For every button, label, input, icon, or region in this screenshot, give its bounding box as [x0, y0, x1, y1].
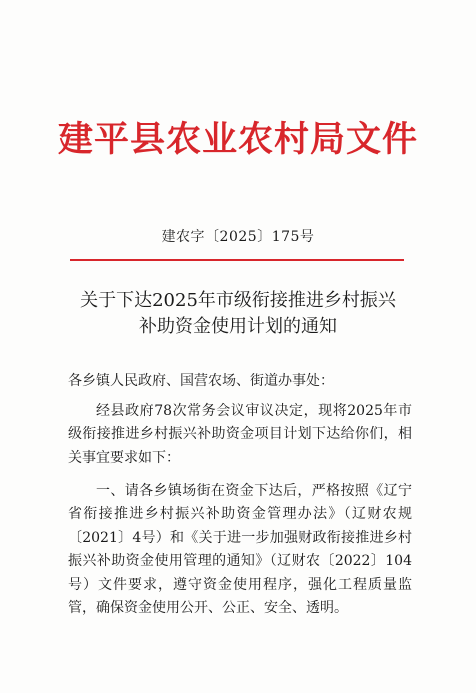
- notice-title: [0, 288, 476, 340]
- red-divider-line: [70, 259, 404, 261]
- issuing-authority-header: 建平县农业农村局文件: [57, 120, 418, 160]
- salutation: 各乡镇人民政府、国营农场、街道办事处：: [68, 373, 334, 389]
- body-paragraph-2: 一、请各乡镇场街在资金下达后，严格按照《辽宁省衔接推进乡村振兴补助资金管理办法》（辽财农规〔2021〕4号）和《关于进一步加强财政衔接推进乡村振兴补助资金使用管理的通知》（辽财农〔2022〕104号）文件要求，遵守资金使用程序，强化工程质量监管，确保资金使用公开、公正、安全、透明。: [68, 483, 412, 617]
- document-number: 建农字〔2025〕175号: [161, 229, 315, 245]
- body-paragraph-1: 经县政府78次常务会议审议决定，现将2025年市级衔接推进乡村振兴补助资金项目计划下达给你们，相关事宜要求如下：: [68, 403, 412, 466]
- notice-title-line-1: 关于下达2025年市级衔接推进乡村振兴: [80, 290, 396, 311]
- notice-title-line-2: 补助资金使用计划的通知: [139, 316, 337, 337]
